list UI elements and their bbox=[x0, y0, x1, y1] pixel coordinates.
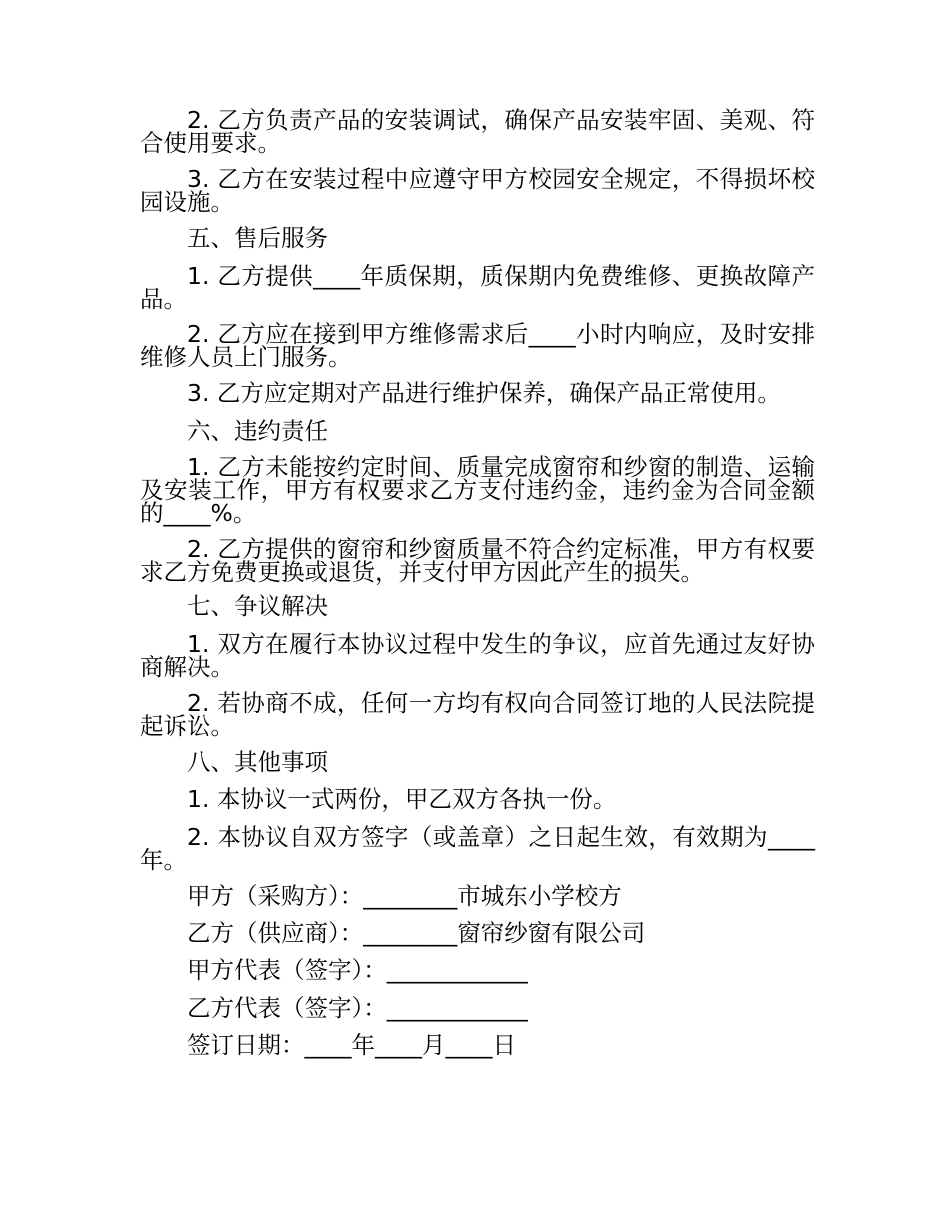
party-a-signature-line: 甲方代表（签字）：____________ bbox=[187, 956, 528, 984]
clause-negotiation: 1. 双方在履行本协议过程中发生的争议，应首先通过友好协商解决。 bbox=[140, 630, 815, 681]
clause-maintenance: 3. 乙方应定期对产品进行维护保养，确保产品正常使用。 bbox=[187, 379, 781, 407]
clause-effective-date: 2. 本协议自双方签字（或盖章）之日起生效，有效期为____年。 bbox=[140, 823, 815, 874]
signing-date-line: 签订日期：____年____月____日 bbox=[187, 1031, 516, 1059]
clause-penalty: 1. 乙方未能按约定时间、质量完成窗帘和纱窗的制造、运输及安装工作，甲方有权要求乙方支付违约金，违约金为合同金额的____%。 bbox=[140, 453, 815, 527]
clause-copies: 1. 本协议一式两份，甲乙双方各执一份。 bbox=[187, 785, 617, 813]
clause-repair-response: 2. 乙方应在接到甲方维修需求后____小时内响应，及时安排维修人员上门服务。 bbox=[140, 320, 815, 371]
section-heading-after-sales: 五、售后服务 bbox=[187, 224, 328, 252]
clause-install-debug: 2. 乙方负责产品的安装调试，确保产品安装牢固、美观、符合使用要求。 bbox=[140, 106, 815, 157]
section-heading-dispute: 七、争议解决 bbox=[187, 592, 328, 620]
section-heading-other: 八、其他事项 bbox=[187, 748, 328, 776]
party-a-line: 甲方（采购方）：________市城东小学校方 bbox=[187, 882, 622, 910]
section-heading-liability: 六、违约责任 bbox=[187, 417, 328, 445]
clause-quality-defect: 2. 乙方提供的窗帘和纱窗质量不符合约定标准，甲方有权要求乙方免费更换或退货，并支付甲方因此产生的损失。 bbox=[140, 535, 815, 586]
clause-warranty: 1. 乙方提供____年质保期，质保期内免费维修、更换故障产品。 bbox=[140, 262, 815, 313]
party-b-line: 乙方（供应商）：________窗帘纱窗有限公司 bbox=[187, 919, 646, 947]
clause-litigation: 2. 若协商不成，任何一方均有权向合同签订地的人民法院提起诉讼。 bbox=[140, 689, 815, 740]
clause-campus-safety: 3. 乙方在安装过程中应遵守甲方校园安全规定，不得损坏校园设施。 bbox=[140, 165, 815, 216]
party-b-signature-line: 乙方代表（签字）：____________ bbox=[187, 994, 528, 1022]
